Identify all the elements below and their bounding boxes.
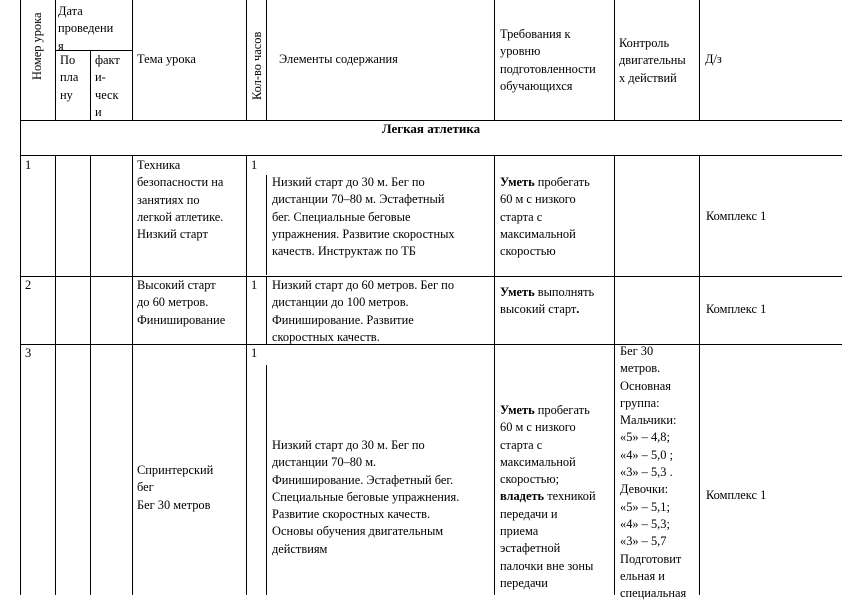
grid-line <box>246 0 247 120</box>
req-text: пробегать 60 м с низкого старта с максимальной скоростью <box>500 175 590 259</box>
grid-line <box>699 0 700 120</box>
header-date-plan: По пла ну <box>60 53 79 102</box>
req-keyword: Уметь <box>500 403 535 417</box>
grid-line <box>90 155 91 595</box>
header-lesson-number: Номер урока <box>30 12 44 80</box>
grid-line <box>266 175 267 275</box>
row-requirements <box>500 284 612 319</box>
row-homework: Комплекс 1 <box>706 209 767 223</box>
grid-line <box>132 0 133 120</box>
header-requirements: Требования к уровню подготовленности обучающихся <box>500 27 596 93</box>
grid-line <box>90 50 91 120</box>
header-hours: Кол-во часов <box>250 31 264 100</box>
section-title: Легкая атлетика <box>381 121 481 136</box>
row-number: 3 <box>25 346 32 360</box>
header-content: Элементы содержания <box>279 52 398 66</box>
header-topic: Тема урока <box>137 52 196 66</box>
row-content: Низкий старт до 30 м. Бег по дистанции 70–80 м. Эстафетный бег. Специальные беговые упражнения. Развитие скоростных качеств. Инструктаж по ТБ <box>272 175 455 259</box>
header-homework: Д/з <box>705 52 722 66</box>
req-end: . <box>576 302 580 317</box>
grid-line <box>55 155 56 595</box>
grid-line <box>614 0 615 120</box>
grid-line <box>266 0 267 120</box>
grid-line <box>246 155 247 595</box>
row-number: 2 <box>25 278 32 292</box>
grid-line <box>614 155 615 595</box>
req-text: пробегать 60 м с низкого старта с максимальной скоростью; <box>500 403 590 487</box>
row-hours: 1 <box>251 346 258 360</box>
row-topic: Спринтерский бег Бег 30 метров <box>137 463 214 512</box>
row-topic: Высокий старт до 60 метров. Финиширование <box>137 278 226 327</box>
grid-line <box>132 155 133 595</box>
req-text: выполнять высокий старт <box>500 285 595 317</box>
header-date-fact: факт и- ческ и <box>95 53 120 119</box>
grid-line <box>20 155 842 156</box>
row-number: 1 <box>25 158 32 172</box>
req-keyword-2: владеть <box>500 489 545 504</box>
grid-line <box>266 277 267 344</box>
grid-line <box>266 365 267 595</box>
row-requirements <box>500 402 612 592</box>
row-content: Низкий старт до 60 метров. Бег по дистанции до 100 метров. Финиширование. Развитие скоростных качеств. <box>272 278 455 344</box>
header-control: Контроль двигательны х действий <box>619 36 686 85</box>
grid-line <box>20 0 21 595</box>
grid-line <box>494 0 495 120</box>
row-content: Низкий старт до 30 м. Бег по дистанции 70–80 м. Финиширование. Эстафетный бег. Специальные беговые упражнения. Развитие скоростных качеств. Основы обучения двигательным действиям <box>272 438 460 556</box>
grid-line <box>55 0 56 120</box>
row-requirements <box>500 174 612 260</box>
grid-line <box>494 155 495 595</box>
row-hours: 1 <box>251 278 258 292</box>
row-hours: 1 <box>251 158 258 172</box>
req-keyword: Уметь <box>500 285 535 299</box>
header-date: Дата проведени я <box>58 4 114 53</box>
row-control: Бег 30 метров. Основная группа: Мальчики: «5» – 4,8; «4» – 5,0 ; «3» – 5,3 . Девочки: «5» – 5,1; «4» – 5,3; «3» – 5,7 Подготовит ельная и специальная <box>620 344 687 601</box>
row-homework: Комплекс 1 <box>706 488 767 502</box>
row-topic: Техника безопасности на занятиях по легкой атлетике. Низкий старт <box>137 158 224 242</box>
row-homework: Комплекс 1 <box>706 302 767 316</box>
req-text-2: техникой передачи и приема эстафетной палочки вне зоны передачи <box>500 489 596 590</box>
req-keyword: Уметь <box>500 175 535 189</box>
